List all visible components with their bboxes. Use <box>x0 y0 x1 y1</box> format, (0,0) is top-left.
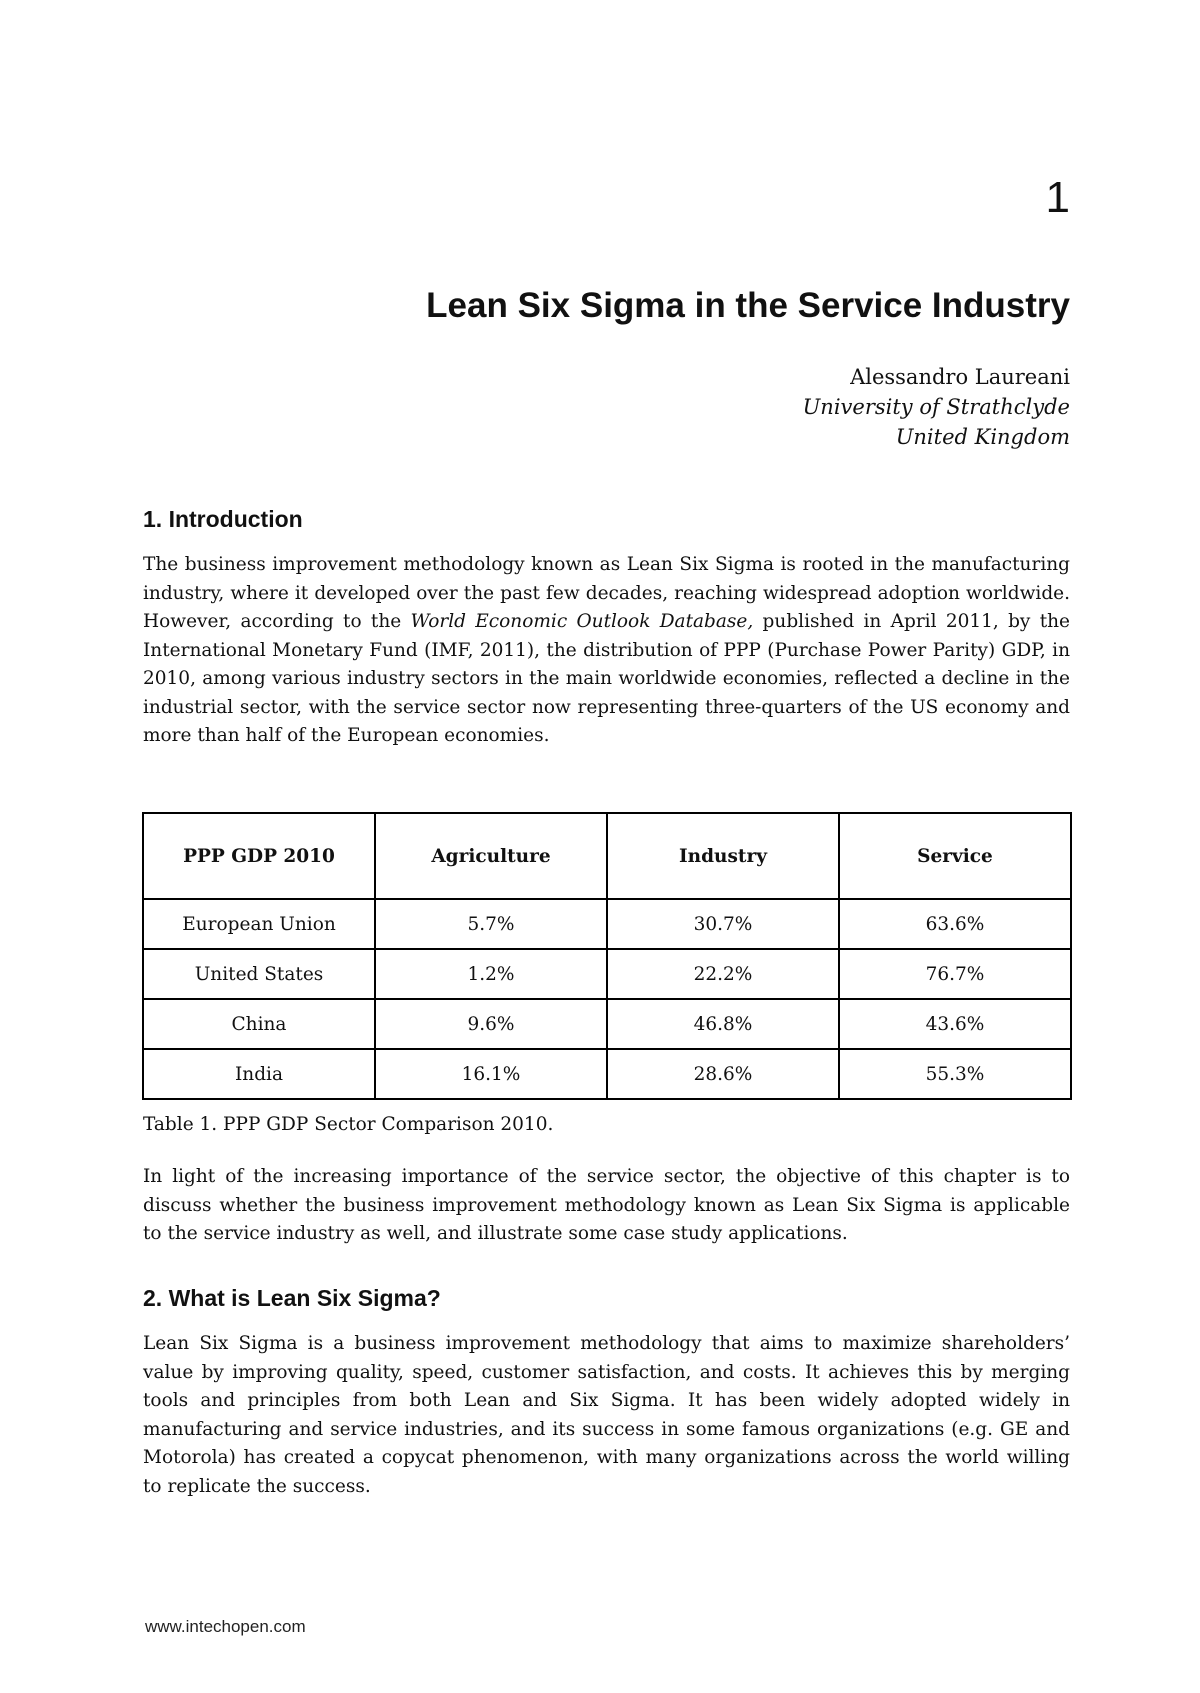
table-cell: 30.7% <box>607 899 839 949</box>
author-name: Alessandro Laureani <box>850 365 1070 389</box>
table-header-row <box>143 813 1071 899</box>
table-cell: European Union <box>143 899 375 949</box>
table-header-cell: Service <box>839 813 1071 899</box>
table-row <box>143 1049 1071 1099</box>
footer-url: www.intechopen.com <box>145 1617 306 1636</box>
chapter-number: 1 <box>1045 173 1070 222</box>
table-header-cell: Industry <box>607 813 839 899</box>
table-cell: China <box>143 999 375 1049</box>
table-cell: 1.2% <box>375 949 607 999</box>
table-cell: 55.3% <box>839 1049 1071 1099</box>
table-cell: 16.1% <box>375 1049 607 1099</box>
table-row <box>143 899 1071 949</box>
table-cell: 5.7% <box>375 899 607 949</box>
table-header-cell: PPP GDP 2010 <box>143 813 375 899</box>
table-row <box>143 999 1071 1049</box>
objective-paragraph: In light of the increasing importance of the service sector, the objective of this chapter is to discuss whether the business improvement methodology known as Lean Six Sigma is applicable to the service industry as well, and illustrate some case study applications. <box>143 1166 1070 1244</box>
table-caption: Table 1. PPP GDP Sector Comparison 2010. <box>143 1114 554 1135</box>
table-cell: 9.6% <box>375 999 607 1049</box>
table-cell: 28.6% <box>607 1049 839 1099</box>
table-cell: United States <box>143 949 375 999</box>
table-header-cell: Agriculture <box>375 813 607 899</box>
section-heading-introduction: 1. Introduction <box>143 506 303 532</box>
intro-paragraph <box>143 551 1070 751</box>
author-country: United Kingdom <box>895 425 1070 449</box>
table-cell: 76.7% <box>839 949 1071 999</box>
table-row <box>143 949 1071 999</box>
table-cell: 43.6% <box>839 999 1071 1049</box>
table-cell: 46.8% <box>607 999 839 1049</box>
chapter-title: Lean Six Sigma in the Service Industry <box>426 286 1070 325</box>
intro-paragraph-part2: published in April 2011, by the International Monetary Fund (IMF, 2011), the distribution of PPP (Purchase Power Parity) GDP, in 2010, among various industry sectors in the main worldwide economies, reflected a decline in the industrial sector, with the service sector now representing three-quarters of the US economy and more than half of the European economies. <box>143 611 1070 746</box>
table-cell: 63.6% <box>839 899 1071 949</box>
definition-paragraph: Lean Six Sigma is a business improvement methodology that aims to maximize shareholders’ value by improving quality, speed, customer satisfaction, and costs. It achieves this by merging tools and principles from both Lean and Six Sigma. It has been widely adopted widely in manufacturing and service industries, and its success in some famous organizations (e.g. GE and Motorola) has created a copycat phenomenon, with many organizations across the world willing to replicate the success. <box>143 1333 1070 1497</box>
author-university: University of Strathclyde <box>802 395 1070 419</box>
table-cell: India <box>143 1049 375 1099</box>
table-cell: 22.2% <box>607 949 839 999</box>
author-block <box>803 362 1070 452</box>
section-heading-what-is-lean-six-sigma: 2. What is Lean Six Sigma? <box>143 1285 441 1311</box>
intro-paragraph-database-title: World Economic Outlook Database, <box>410 611 754 632</box>
intro-paragraph-part1: The business improvement methodology known as Lean Six Sigma is rooted in the manufacturing industry, where it developed over the past few decades, reaching widespread adoption worldwide. However, according to the <box>143 554 1070 632</box>
gdp-sector-table <box>142 812 1072 1100</box>
